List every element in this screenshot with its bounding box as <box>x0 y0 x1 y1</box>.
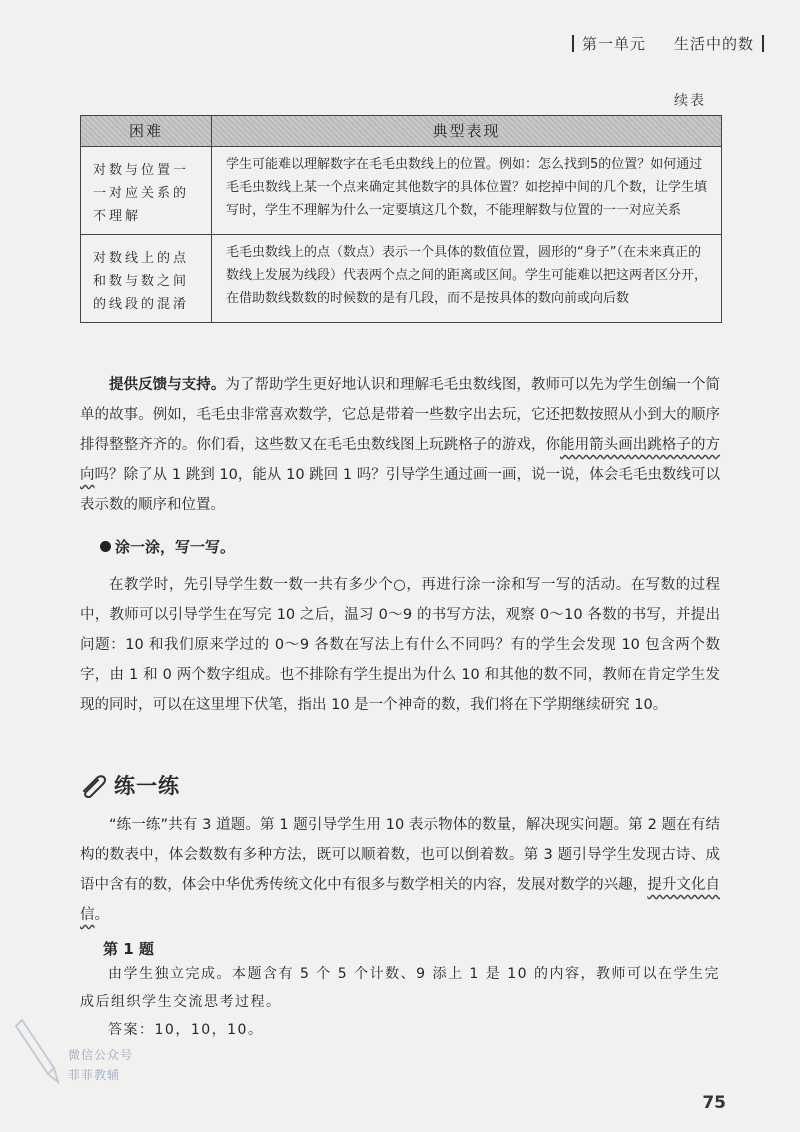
cell-performance: 学生可能难以理解数字在毛毛虫数线上的位置。例如：怎么找到5的位置？如何通过毛毛虫数线上某一个点来确定其他数字的具体位置？如挖掉中间的几个数，让学生填写时，学生不理解为什么一定要填这几个数，不能理解数与位置的一一对应关系 <box>212 147 722 235</box>
practice-title: 练一练 <box>114 774 180 798</box>
table-row <box>81 235 722 323</box>
bullet-dot-icon <box>100 541 111 552</box>
practice-text-1: “练一练”共有 3 道题。第 1 题引导学生用 10 表示物体的数量，解决现实问题。第 2 题在有结构的数表中，体会数数有多种方法，既可以顺着数，也可以倒着数。第 3 题引导学生发现古诗、成语中含有的数，体会中华优秀传统文化中有很多与数学相关的内容，发展对数学的兴趣， <box>80 817 720 893</box>
activity-heading <box>100 536 235 557</box>
pencil-watermark-icon <box>8 1012 68 1088</box>
cell-difficulty: 对数与位置一一对应关系的不理解 <box>81 147 212 235</box>
question-1-text: 由学生独立完成。本题含有 5 个 5 个计数、9 添上 1 是 10 的内容，教师可以在学生完成后组织学生交流思考过程。 <box>80 966 720 1010</box>
feedback-text-2: 吗？除了从 1 跳到 10，能从 10 跳回 1 吗？引导学生通过画一画，说一说，体会毛毛虫数线可以表示数的顺序和位置。 <box>80 467 720 513</box>
activity-title: 涂一涂，写一写。 <box>115 538 236 556</box>
header-bar-right <box>762 35 764 52</box>
header-title: 生活中的数 <box>673 35 754 53</box>
header-difficulty: 困难 <box>81 116 212 147</box>
cell-difficulty: 对数线上的点和数与数之间的线段的混淆 <box>81 235 212 323</box>
feedback-wavy-text: 能用箭头画出跳格子的方向 <box>80 437 721 483</box>
page-number: 75 <box>702 1093 726 1113</box>
question-1-title: 第 1 题 <box>103 940 154 958</box>
table-header-row <box>81 116 722 147</box>
running-header <box>572 33 764 54</box>
practice-text-2: 。 <box>94 907 109 923</box>
watermark-line-2: 菲菲教辅 <box>68 1068 121 1082</box>
feedback-paragraph <box>80 370 720 520</box>
watermark-line-1: 微信公众号 <box>68 1048 134 1062</box>
header-performance: 典型表现 <box>212 116 722 147</box>
table-row <box>81 147 722 235</box>
feedback-lead: 提供反馈与支持。 <box>109 377 226 393</box>
difficulty-table <box>80 115 722 323</box>
header-bar-left <box>572 35 574 52</box>
table-continued-note: 续表 <box>674 93 706 109</box>
header-unit: 第一单元 <box>581 35 646 53</box>
feedback-text-1: 为了帮助学生更好地认识和理解毛毛虫数线图，教师可以先为学生创编一个简单的故事。例如，毛毛虫非常喜欢数学，它总是带着一些数字出去玩，它还把数按照从小到大的顺序排得整整齐齐的。你们看，这些数又在毛毛虫数线图上玩跳格子的游戏，你 <box>80 377 720 453</box>
practice-paragraph <box>80 810 720 930</box>
activity-paragraph: 在教学时，先引导学生数一数一共有多少个○，再进行涂一涂和写一写的活动。在写数的过程中，教师可以引导学生在写完 10 之后，温习 0～9 的书写方法，观察 0～10 各数的书写，并提出问题：10 和我们原来学过的 0～9 各数在写法上有什么不同吗？有的学生会发现 10 包含两个数字，由 1 和 0 两个数字组成。也不排除有学生提出为什么 10 和其他的数不同，教师在肯定学生发现的同时，可以在这里埋下伏笔，指出 10 是一个神奇的数，我们将在下学期继续研究 10。 <box>80 577 720 713</box>
watermark <box>8 1012 158 1092</box>
practice-heading <box>78 770 180 800</box>
paperclip-icon <box>78 772 110 798</box>
cell-performance: 毛毛虫数线上的点（数点）表示一个具体的数值位置，圆形的“身子”（在未来真正的数线上发展为线段）代表两个点之间的距离或区间。学生可能难以把这两者区分开，在借助数线数数的时候数的是有几段，而不是按具体的数向前或向后数 <box>212 235 722 323</box>
practice-wavy-text: 提升文化自信 <box>80 877 720 923</box>
question-1-answer: 答案：10，10，10。 <box>108 1022 264 1038</box>
